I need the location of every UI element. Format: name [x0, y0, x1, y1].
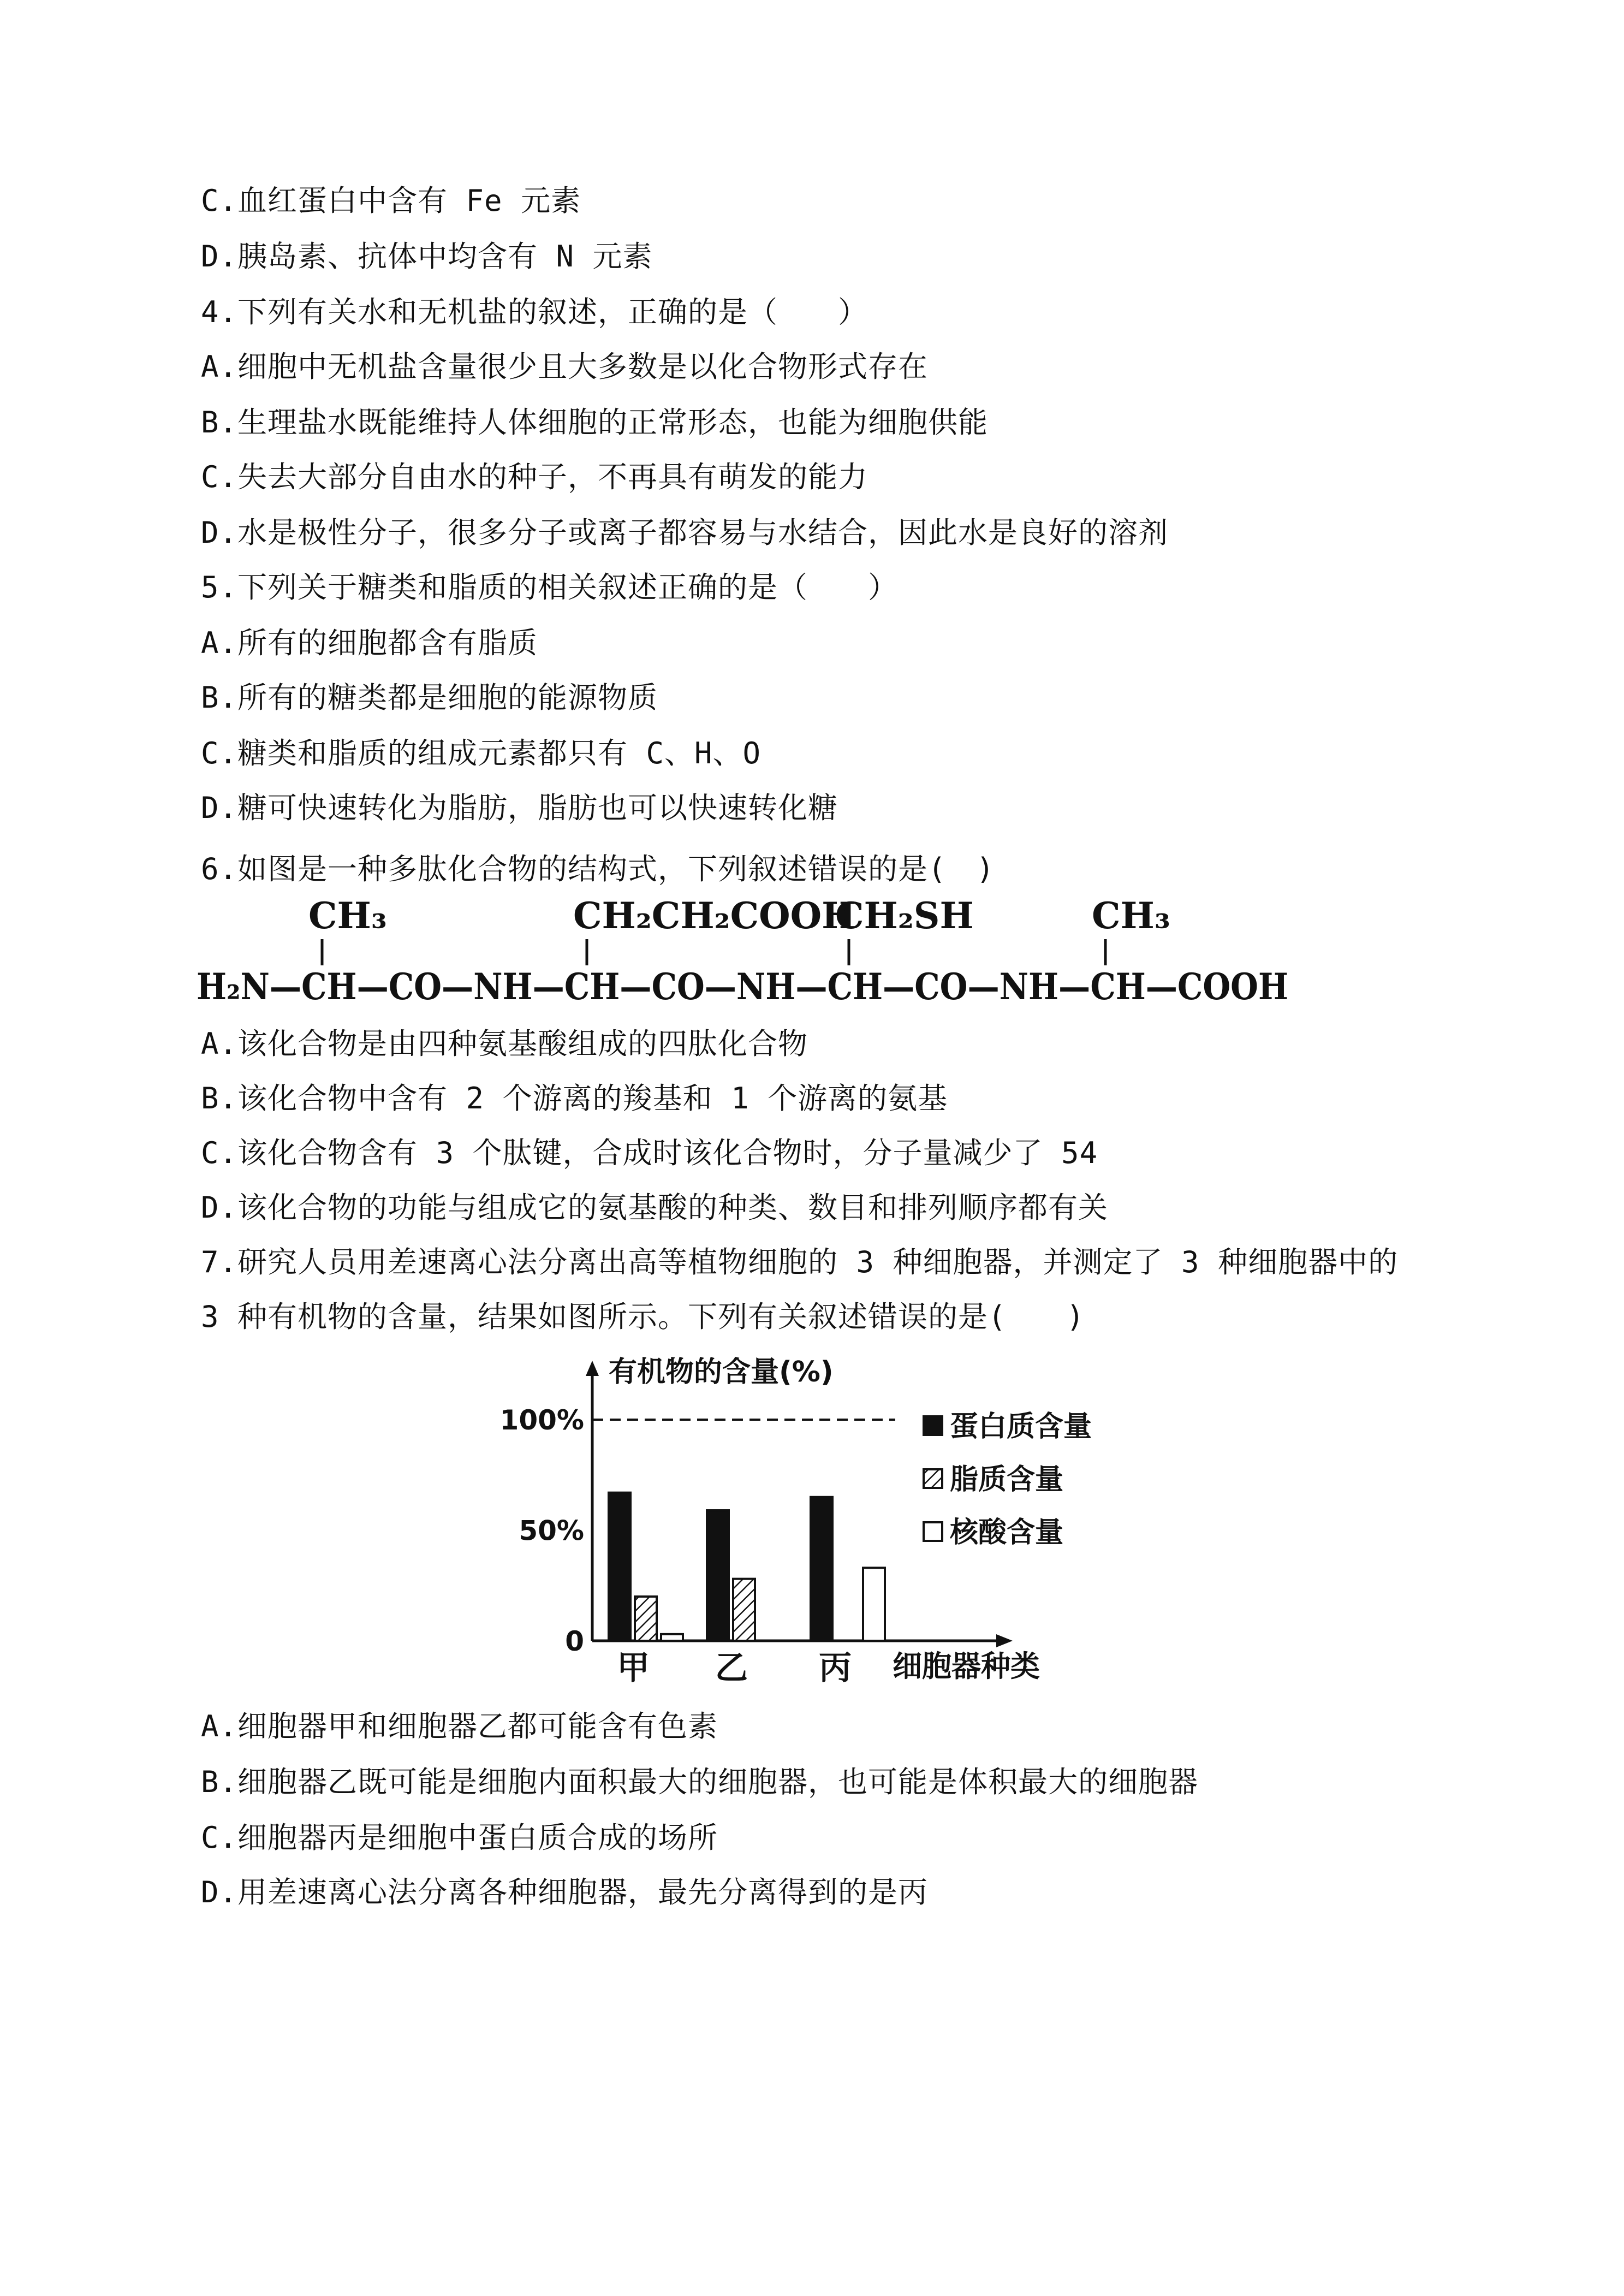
- x-tick-label: 乙: [715, 1649, 748, 1687]
- bar-甲-蛋白质含量: [609, 1493, 630, 1641]
- chart-bars: [609, 1493, 885, 1641]
- option-5d: D.糖可快速转化为脂肪，脂肪也可以快速转化糖: [201, 791, 838, 825]
- y-tick-label: 50%: [519, 1515, 584, 1547]
- option-6b: B.该化合物中含有 2 个游离的羧基和 1 个游离的氨基: [201, 1081, 948, 1116]
- side-chain-4: CH₃: [1092, 895, 1170, 937]
- backbone-chain: H₂N—CH—CO—NH—CH—CO—NH—CH—CO—NH—CH—COOH: [197, 965, 1288, 1008]
- option-6d: D.该化合物的功能与组成它的氨基酸的种类、数目和排列顺序都有关: [201, 1190, 1109, 1225]
- option-4c: C.失去大部分自由水的种子，不再具有萌发的能力: [201, 460, 868, 494]
- question-5: 5.下列关于糖类和脂质的相关叙述正确的是（ ）: [201, 570, 899, 604]
- bar-乙-脂质含量: [733, 1579, 755, 1641]
- x-tick-label: 丙: [819, 1649, 852, 1687]
- option-3d: D.胰岛素、抗体中均含有 N 元素: [201, 239, 653, 274]
- legend-label: 脂质含量: [950, 1463, 1064, 1496]
- bar-丙-核酸含量: [863, 1568, 885, 1641]
- polypeptide-structural-formula: [197, 895, 1310, 1021]
- question-7-line-1: 7.研究人员用差速离心法分离出高等植物细胞的 3 种细胞器，并测定了 3 种细胞器中的: [201, 1245, 1399, 1279]
- option-5c: C.糖类和脂质的组成元素都只有 C、H、O: [201, 736, 762, 770]
- option-7c: C.细胞器丙是细胞中蛋白质合成的场所: [201, 1820, 718, 1855]
- side-chain-1: CH₃: [308, 895, 387, 937]
- chart-legend: [924, 1410, 1092, 1549]
- bar-乙-蛋白质含量: [707, 1510, 729, 1641]
- y-tick-label: 100%: [499, 1404, 584, 1436]
- option-7a: A.细胞器甲和细胞器乙都可能含有色素: [201, 1709, 718, 1743]
- option-6c: C.该化合物含有 3 个肽键，合成时该化合物时，分子量减少了 54: [201, 1136, 1098, 1170]
- option-5a: A.所有的细胞都含有脂质: [201, 626, 538, 660]
- legend-swatch: [924, 1416, 942, 1435]
- side-chain-3: CH₂SH: [835, 895, 974, 937]
- option-6a: A.该化合物是由四种氨基酸组成的四肽化合物: [201, 1027, 808, 1061]
- option-4a: A.细胞中无机盐含量很少且大多数是以化合物形式存在: [201, 349, 929, 384]
- y-axis-label: 有机物的含量(%): [609, 1356, 834, 1389]
- option-5b: B.所有的糖类都是细胞的能源物质: [201, 680, 658, 715]
- option-3c: C.血红蛋白中含有 Fe 元素: [201, 183, 581, 218]
- legend-swatch: [924, 1469, 942, 1488]
- bar-丙-蛋白质含量: [811, 1497, 832, 1641]
- question-6: 6.如图是一种多肽化合物的结构式，下列叙述错误的是( ): [201, 852, 995, 886]
- question-7-line-2: 3 种有机物的含量，结果如图所示。下列有关叙述错误的是( ): [201, 1300, 1085, 1334]
- option-7d: D.用差速离心法分离各种细胞器，最先分离得到的是丙: [201, 1875, 929, 1909]
- option-4b: B.生理盐水既能维持人体细胞的正常形态，也能为细胞供能: [201, 405, 989, 440]
- bond-lines: [322, 939, 1105, 965]
- bar-甲-脂质含量: [635, 1597, 657, 1641]
- legend-label: 核酸含量: [950, 1516, 1064, 1549]
- legend-swatch: [924, 1522, 942, 1541]
- legend-label: 蛋白质含量: [950, 1410, 1092, 1443]
- option-4d: D.水是极性分子，很多分子或离子都容易与水结合，因此水是良好的溶剂: [201, 515, 1169, 550]
- organelle-content-chart: [491, 1354, 1146, 1704]
- side-chain-2: CH₂CH₂COOH: [573, 895, 856, 937]
- x-axis-label: 细胞器种类: [893, 1649, 1040, 1683]
- question-4: 4.下列有关水和无机盐的叙述，正确的是（ ）: [201, 295, 868, 329]
- x-tick-label: 甲: [617, 1649, 650, 1687]
- option-7b: B.细胞器乙既可能是细胞内面积最大的细胞器，也可能是体积最大的细胞器: [201, 1765, 1199, 1799]
- y-axis-arrow: [586, 1361, 599, 1376]
- y-tick-label: 0: [565, 1625, 584, 1657]
- bar-甲-核酸含量: [661, 1634, 683, 1641]
- x-axis-arrow: [996, 1634, 1013, 1647]
